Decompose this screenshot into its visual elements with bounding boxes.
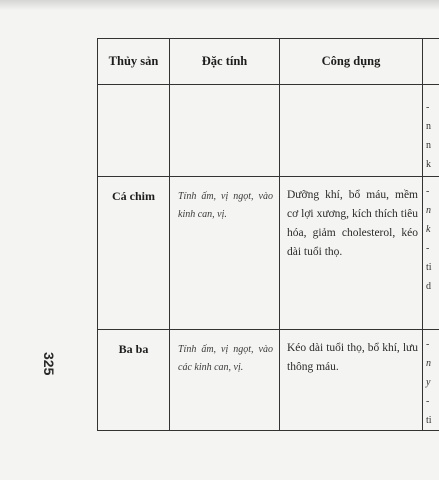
header-cut-off <box>423 39 439 85</box>
cell-property <box>170 85 280 177</box>
cell-cut-off: - n y - ti <box>423 330 439 431</box>
cell-uses <box>280 85 423 177</box>
cell-uses: Kéo dài tuổi thọ, bổ khí, lưu thông máu. <box>280 330 423 431</box>
cell-name: Cá chim <box>98 177 170 330</box>
cell-property: Tính ấm, vị ngọt, vào các kinh can, vị. <box>170 330 280 431</box>
header-dac-tinh: Đặc tính <box>170 39 280 85</box>
page-number: 325 <box>41 352 57 376</box>
header-cong-dung: Công dụng <box>280 39 423 85</box>
table-row <box>98 330 439 431</box>
table-row <box>98 85 439 177</box>
cell-name: Ba ba <box>98 330 170 431</box>
page-top-shadow <box>0 0 439 10</box>
header-thuy-san: Thủy sản <box>98 39 170 85</box>
table-header-row <box>98 39 439 85</box>
cell-cut-off: - n k - ti d <box>423 177 439 330</box>
cell-name <box>98 85 170 177</box>
cell-uses: Dưỡng khí, bổ máu, mềm cơ lợi xương, kích thích tiêu hóa, giảm cholesterol, kéo dài tuổi thọ. <box>280 177 423 330</box>
table-row <box>98 177 439 330</box>
cell-cut-off: - n n k <box>423 85 439 177</box>
seafood-table <box>97 38 439 431</box>
cell-property: Tính ấm, vị ngọt, vào kinh can, vị. <box>170 177 280 330</box>
